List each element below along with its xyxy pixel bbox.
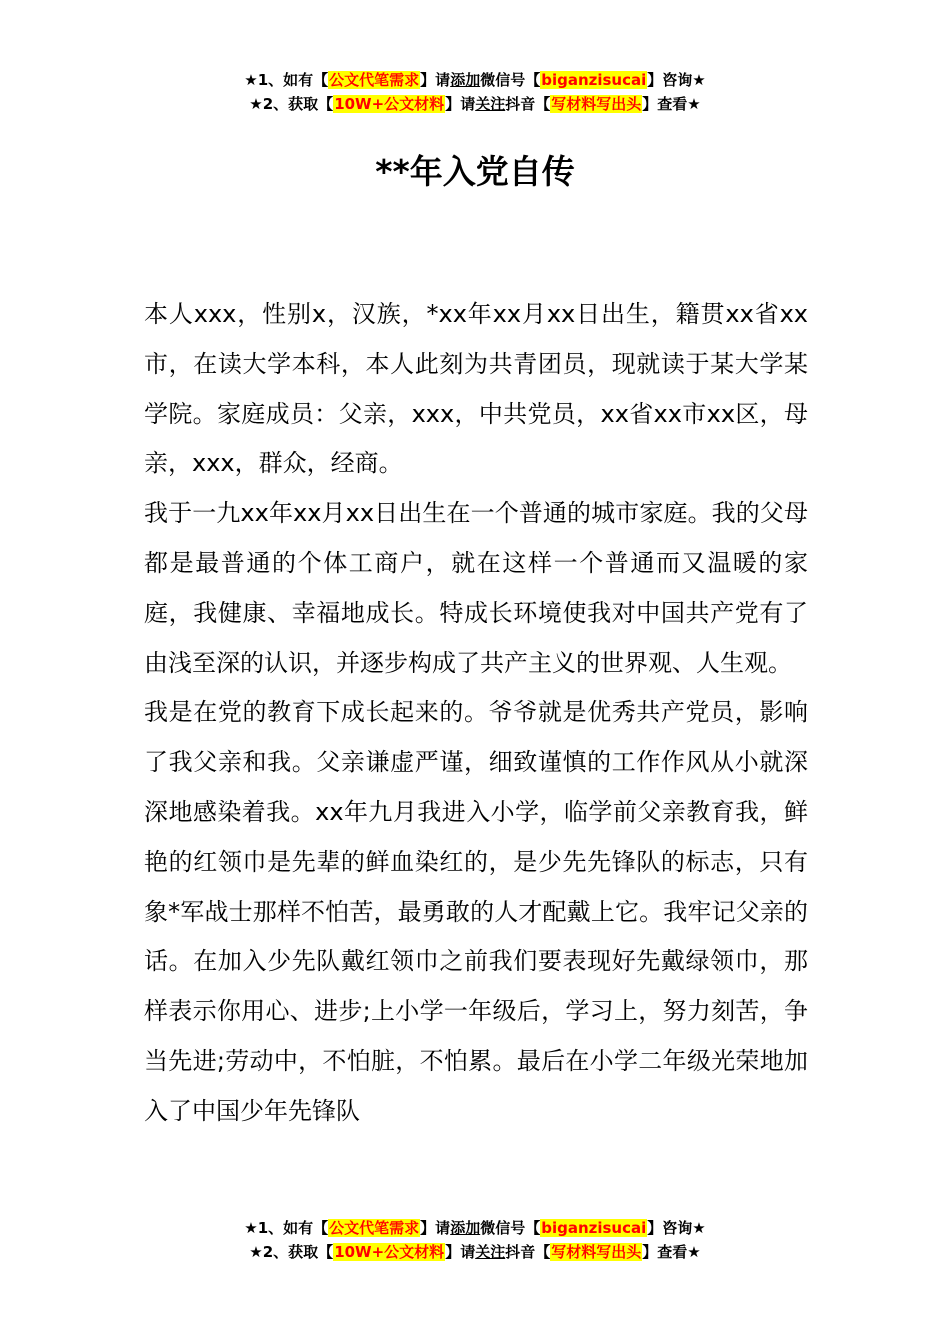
promo-line-2-prefix: ★2、获取【 (249, 1243, 334, 1261)
promo-line-2-highlight-douyin: 写材料写出头 (551, 95, 642, 113)
footer-promo-banner (0, 1216, 950, 1264)
promo-line-2-mid: 】请 (445, 95, 476, 113)
promo-line-1-mid2: 微信号【 (480, 71, 541, 89)
promo-line-1-suffix: 】咨询★ (647, 1219, 706, 1237)
promo-line-1 (0, 1216, 950, 1240)
promo-line-1-mid: 】请 (420, 1219, 451, 1237)
promo-line-1-highlight-service: 公文代笔需求 (329, 71, 420, 89)
promo-line-1-mid: 】请 (420, 71, 451, 89)
promo-line-2-mid2: 抖音【 (505, 95, 551, 113)
promo-line-2-mid2: 抖音【 (505, 1243, 551, 1261)
header-promo-banner (0, 68, 950, 116)
promo-line-1-emphasis: 添加 (450, 1219, 481, 1237)
paragraph-growth-experience: 我是在党的教育下成长起来的。爷爷就是优秀共产党员，影响了我父亲和我。父亲谦虚严谨，细致谨慎的工作作风从小就深深地感染着我。xx年九月我进入小学，临学前父亲教育我，鲜艳的红领巾是先辈的鲜血染红的，是少先先锋队的标志，只有象*军战士那样不怕苦，最勇敢的人才配戴上它。我牢记父亲的话。在加入少先队戴红领巾之前我们要表现好先戴绿领巾，那样表示你用心、进步;上小学一年级后，学习上，努力刻苦，争当先进;劳动中，不怕脏，不怕累。最后在小学二年级光荣地加入了中国少年先锋队 (144, 698, 808, 1125)
promo-line-2-highlight-materials: 10W+公文材料 (334, 95, 445, 113)
promo-line-2-emphasis: 关注 (475, 95, 506, 113)
paragraph-family-background: 我于一九xx年xx月xx日出生在一个普通的城市家庭。我的父母都是最普通的个体工商户，就在这样一个普通而又温暖的家庭，我健康、幸福地成长。特成长环境使我对中国共产党有了由浅至深的认识，并逐步构成了共产主义的世界观、人生观。 (144, 499, 808, 677)
promo-line-1-prefix: ★1、如有【 (244, 71, 329, 89)
promo-line-1-emphasis: 添加 (450, 71, 481, 89)
promo-line-1-highlight-wechat: biganzisucai (541, 71, 647, 89)
promo-line-2-emphasis: 关注 (475, 1243, 506, 1261)
promo-line-1-highlight-wechat: biganzisucai (541, 1219, 647, 1237)
promo-line-2 (0, 1240, 950, 1264)
promo-line-2-mid: 】请 (445, 1243, 476, 1261)
promo-line-1 (0, 68, 950, 92)
promo-line-1-highlight-service: 公文代笔需求 (329, 1219, 420, 1237)
promo-line-1-prefix: ★1、如有【 (244, 1219, 329, 1237)
paragraph-personal-info: 本人xxx，性别x，汉族，*xx年xx月xx日出生，籍贯xx省xx市，在读大学本科，本人此刻为共青团员，现就读于某大学某学院。家庭成员：父亲，xxx，中共党员，xx省xx市xx区，母亲，xxx，群众，经商。 (144, 300, 808, 478)
promo-line-2 (0, 92, 950, 116)
promo-line-1-mid2: 微信号【 (480, 1219, 541, 1237)
promo-line-2-highlight-douyin: 写材料写出头 (551, 1243, 642, 1261)
promo-line-2-highlight-materials: 10W+公文材料 (334, 1243, 445, 1261)
promo-line-2-prefix: ★2、获取【 (249, 95, 334, 113)
promo-line-1-suffix: 】咨询★ (647, 71, 706, 89)
promo-line-2-suffix: 】查看★ (642, 1243, 701, 1261)
document-title: **年入党自传 (375, 152, 575, 191)
document-body (144, 290, 808, 1137)
promo-line-2-suffix: 】查看★ (642, 95, 701, 113)
